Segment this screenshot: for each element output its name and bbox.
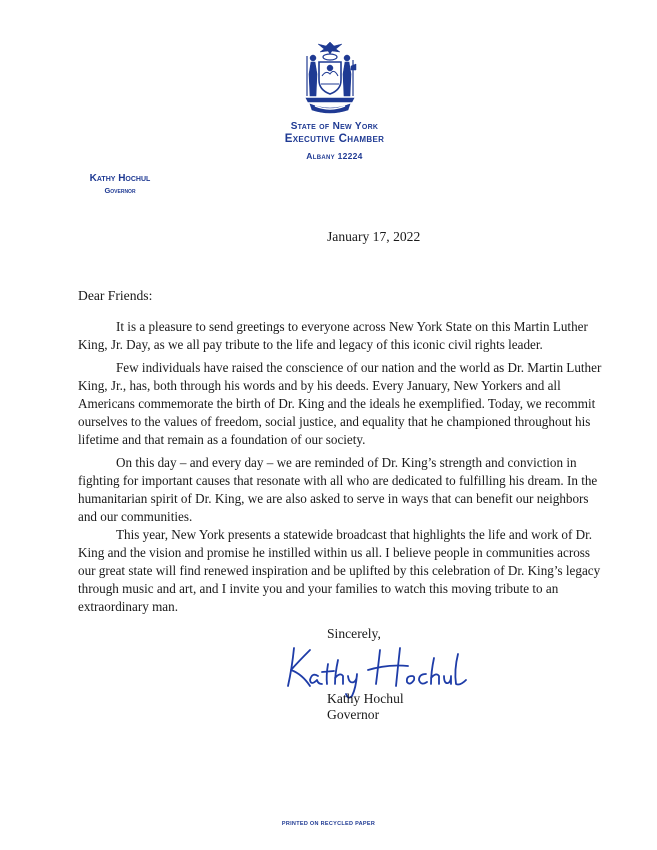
body-paragraph: It is a pleasure to send greetings to everyone across New York State on this Martin Luther King, Jr. Day, as we all pay tribute to the life and legacy of this iconic civil rights leader. xyxy=(78,319,588,352)
governor-name: Kathy Hochul xyxy=(89,173,151,184)
letter-date: January 17, 2022 xyxy=(327,229,421,244)
closing: Sincerely, xyxy=(327,626,381,641)
letterhead-chamber: Executive Chamber xyxy=(284,133,385,145)
body-paragraph: Few individuals have raised the conscience of our nation and the world as Dr. Martin Luther King, Jr., has, both through his words and by his deeds. Every January, New Yorkers and all Americans commemorate the birth of Dr. King and the ideals he exemplified. Today, we recommit ourselves to the values of freedom, social justice, and equality that he championed throughout his lifetime and that remain as a foundation of our society. xyxy=(78,360,602,447)
state-seal-icon xyxy=(290,40,370,118)
salutation: Dear Friends: xyxy=(78,288,153,303)
governor-block xyxy=(70,173,170,195)
letterhead-state: State of New York xyxy=(290,121,379,132)
body-paragraph: This year, New York presents a statewide broadcast that highlights the life and work of Dr. King and the vision and promise he instilled within us all. I believe people in communities across our great state will find renewed inspiration and be uplifted by this celebration of Dr. King’s legacy through music and art, and I invite you and your families to watch this moving tribute to an extraordinary man. xyxy=(78,527,601,614)
recycled-paper-footer: PRINTED ON RECYCLED PAPER xyxy=(281,821,376,827)
signer-title: Governor xyxy=(327,707,380,722)
letterhead-city: Albany 12224 xyxy=(306,151,363,161)
signer-name: Kathy Hochul xyxy=(327,691,404,706)
governor-title: Governor xyxy=(104,186,136,195)
body-paragraph: On this day – and every day – we are reminded of Dr. King’s strength and conviction in fighting for important causes that resonate with all who are dedicated to fulfilling his dream. In the humanitarian spirit of Dr. King, we are also asked to serve in ways that can benefit our neighbors and our communities. xyxy=(78,455,598,524)
